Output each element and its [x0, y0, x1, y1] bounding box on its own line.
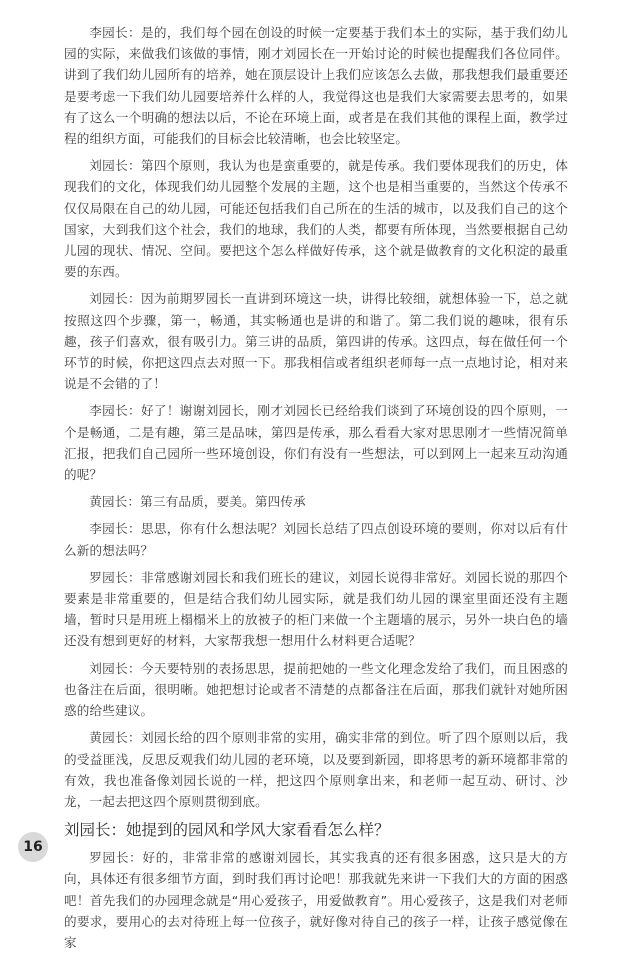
paragraph-luo-2: 罗园长：好的，非常非常的感谢刘园长，其实我真的还有很多困惑，这只是大的方向，具体还有很多细节方面，到时我们再讨论吧！那我就先来讲一下我们大的方面的困惑吧！首先我们的办园理念就是“用心爱孩子，用爱做教育”。用心爱孩子，这是我们对老师的要求，要用心的去对待班上每一位孩子，就好像对待自己的孩子一样，让孩子感觉像在家 — [64, 850, 568, 950]
paragraph-liu-1: 刘园长：第四个原则，我认为也是蛮重要的，就是传承。我们要体现我们的历史，体现我们的文化，体现我们幼儿园整个发展的主题，这个也是相当重要的，当然这个传承不仅仅局限在自己的幼儿园，可能还包括我们自己所在的生活的城市，以及我们自己的这个国家，大到我们这个社会，我们的地球，我们的人类，都要有所体现，当然要根据自己幼儿园的现状、情况、空间。要把这个怎么样做好传承，这个就是做教育的文化积淀的最重要的东西。 — [64, 158, 568, 280]
paragraph-huang-1: 黄园长：第三有品质，要美。第四传承 — [89, 494, 306, 510]
paragraph-li-1: 李园长：是的，我们每个园在创设的时候一定要基于我们本土的实际，基于我们幼儿园的实际，来做我们该做的事情，刚才刘园长在一开始讨论的时候也提醒我们各位同伴。讲到了我们幼儿园所有的培养，她在顶层设计上我们应该怎么去做，那我想我们最重要还是要考虑一下我们幼儿园要培养什么样的人，我觉得这也是我们大家需要去思考的，如果有了这么一个明确的想法以后，不论在环境上面，或者是在我们其他的课程上面，教学过程的组织方面，可能我们的目标会比较清晰，也会比较坚定。 — [64, 25, 568, 147]
page-number-badge: 16 — [18, 832, 48, 862]
paragraph-luo-1: 罗园长：非常感谢刘园长和我们班长的建议，刘园长说得非常好。刘园长说的那四个要素是非常重要的，但是结合我们幼儿园实际，就是我们幼儿园的课室里面还没有主题墙，暂时只是用班上榻榻米上的放被子的柜门来做一个主题墙的展示，另外一块白色的墙还没有想到更好的材料，大家帮我想一想用什么材料更合适呢？ — [64, 569, 568, 649]
paragraph-li-3: 李园长：思思，你有什么想法呢？刘园长总结了四点创设环境的要则，你对以后有什么新的想法吗？ — [64, 521, 568, 558]
paragraph-huang-2: 黄园长：刘园长给的四个原则非常的实用，确实非常的到位。听了四个原则以后，我的受益匪浅，反思反观我们幼儿园的老环境，以及要到新园，即将思考的新环境都非常的有效，我也准备像刘园长说的一样，把这四个原则拿出来，和老师一起互动、研讨、沙龙，一起去把这四个原则贯彻到底。 — [64, 730, 568, 809]
paragraph-liu-2: 刘园长：因为前期罗园长一直讲到环境这一块，讲得比较细，就想体验一下，总之就按照这四个步骤，第一，畅通，其实畅通也是讲的和谐了。第二我们说的趣味，很有乐趣，孩子们喜欢，很有吸引力。第三讲的品质，第四讲的传承。这四点，每在做任何一个环节的时候，你把这四点去对照一下。那我相信或者组织老师每一点一点地讨论，相对来说是不会错的了！ — [64, 291, 568, 392]
section-heading: 刘园长：她提到的园风和学风大家看看怎么样？ — [64, 821, 390, 840]
paragraph-liu-3: 刘园长：今天要特别的表扬思思，提前把她的一些文化理念发给了我们，而且困惑的也备注在后面，很明晰。她把想讨论或者不清楚的点都备注在后面，那我们就针对她所困惑的给些建议。 — [64, 660, 568, 719]
paragraph-li-2: 李园长：好了！谢谢刘园长，刚才刘园长已经给我们谈到了环境创设的四个原则，一个是畅通，二是有趣，第三是品味，第四是传承，那么看看大家对思思刚才一些情况简单汇报，把我们自己园所一些环境创设，你们有没有一些想法，可以到网上一起来互动沟通的呢？ — [64, 403, 568, 483]
page-content — [64, 22, 568, 959]
